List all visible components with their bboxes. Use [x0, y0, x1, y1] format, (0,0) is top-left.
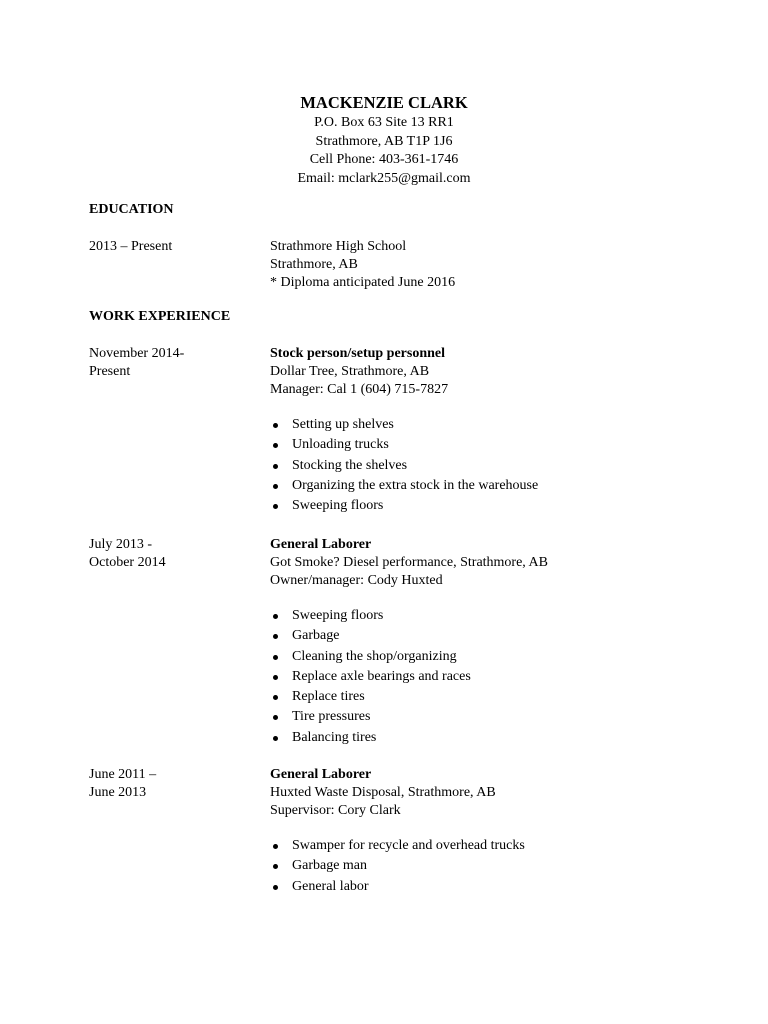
applicant-name: MACKENZIE CLARK: [300, 93, 468, 112]
list-item: [270, 456, 538, 476]
bullet-icon: [273, 443, 278, 448]
job-details: [270, 536, 690, 590]
duty-text: Tire pressures: [292, 709, 371, 725]
job-dates: [89, 766, 264, 802]
list-item: [270, 728, 471, 748]
job-employer: Huxted Waste Disposal, Strathmore, AB: [270, 785, 496, 800]
job-details: [270, 766, 690, 820]
education-dates: 2013 – Present: [89, 239, 173, 254]
list-item: [270, 415, 538, 435]
list-item: [270, 606, 471, 626]
duty-text: Garbage: [292, 628, 340, 644]
bullet-icon: [273, 614, 278, 619]
duty-text: Replace axle bearings and races: [292, 668, 471, 684]
bullet-icon: [273, 464, 278, 469]
bullet-icon: [273, 484, 278, 489]
bullet-icon: [273, 695, 278, 700]
work-experience-heading: WORK EXPERIENCE: [89, 309, 231, 324]
list-item: [270, 877, 525, 897]
education-heading: EDUCATION: [89, 202, 174, 217]
list-item: [270, 476, 538, 496]
duty-text: Cleaning the shop/organizing: [292, 648, 457, 664]
job-duties-list: [270, 415, 538, 516]
job-dates-start: July 2013 -: [89, 537, 152, 552]
job-dates-start: June 2011 –: [89, 767, 157, 782]
duty-text: Replace tires: [292, 689, 365, 705]
duty-text: Setting up shelves: [292, 417, 394, 432]
job-title: Stock person/setup personnel: [270, 346, 446, 361]
job-contact: Owner/manager: Cody Huxted: [270, 573, 443, 588]
job-title: General Laborer: [270, 537, 372, 552]
school-name: Strathmore High School: [270, 239, 407, 254]
job-dates-end: Present: [89, 364, 131, 379]
duty-text: Sweeping floors: [292, 498, 384, 514]
list-item: [270, 647, 471, 667]
address-line-2: Strathmore, AB T1P 1J6: [315, 133, 453, 149]
duty-text: Unloading trucks: [292, 437, 389, 453]
bullet-icon: [273, 675, 278, 680]
duty-text: Stocking the shelves: [292, 457, 408, 473]
list-item: [270, 435, 538, 455]
school-location: Strathmore, AB: [270, 257, 358, 272]
job-dates-end: June 2013: [89, 785, 147, 800]
job-employer: Dollar Tree, Strathmore, AB: [270, 364, 430, 379]
duty-text: Organizing the extra stock in the warehouse: [292, 477, 539, 493]
duty-text: Swamper for recycle and overhead trucks: [292, 838, 525, 853]
resume-header: [0, 92, 768, 188]
job-details: [270, 345, 690, 399]
bullet-icon: [273, 715, 278, 720]
job-dates: [89, 536, 264, 572]
job-dates-start: November 2014-: [89, 346, 185, 361]
bullet-icon: [273, 885, 278, 890]
job-employer: Got Smoke? Diesel performance, Strathmore, AB: [270, 555, 548, 570]
list-item: [270, 496, 538, 516]
job-duties-list: [270, 836, 525, 897]
list-item: [270, 626, 471, 646]
duty-text: General labor: [292, 878, 369, 894]
duty-text: Balancing tires: [292, 729, 377, 745]
list-item: [270, 836, 525, 856]
bullet-icon: [273, 864, 278, 869]
job-title: General Laborer: [270, 767, 372, 782]
job-contact: Supervisor: Cory Clark: [270, 803, 401, 818]
phone-line: Cell Phone: 403-361-1746: [309, 152, 459, 167]
list-item: [270, 687, 471, 707]
address-line-1: P.O. Box 63 Site 13 RR1: [314, 115, 454, 130]
bullet-icon: [273, 736, 278, 741]
bullet-icon: [273, 423, 278, 428]
job-contact: Manager: Cal 1 (604) 715-7827: [270, 382, 449, 397]
duty-text: Sweeping floors: [292, 608, 384, 623]
list-item: [270, 667, 471, 687]
bullet-icon: [273, 504, 278, 509]
diploma-note: * Diploma anticipated June 2016: [270, 275, 456, 290]
bullet-icon: [273, 634, 278, 639]
job-duties-list: [270, 606, 471, 748]
list-item: [270, 856, 525, 876]
education-details: [270, 238, 690, 292]
email-line: Email: mclark255@gmail.com: [297, 170, 471, 186]
bullet-icon: [273, 844, 278, 849]
job-dates-end: October 2014: [89, 555, 166, 570]
list-item: [270, 707, 471, 727]
bullet-icon: [273, 655, 278, 660]
job-dates: [89, 345, 264, 381]
duty-text: Garbage man: [292, 858, 368, 874]
